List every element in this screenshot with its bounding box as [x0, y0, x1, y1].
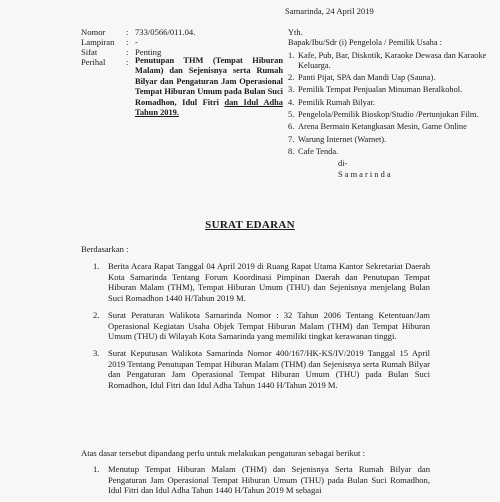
item-text: Warung Internet (Warnet).	[298, 134, 387, 144]
item-number: 5.	[288, 110, 295, 120]
list-item	[288, 147, 493, 157]
list-item	[93, 464, 430, 496]
header-label: Sifat	[81, 47, 98, 57]
item-number: 3.	[288, 85, 295, 95]
item-number: 6.	[288, 122, 295, 132]
item-text: Pemilik Rumah Bilyar.	[298, 97, 376, 107]
document-title: SURAT EDARAN	[205, 219, 295, 231]
basis-list	[93, 261, 430, 397]
action-list	[93, 464, 430, 502]
berdasarkan-label: Berdasarkan :	[81, 244, 129, 254]
item-number: 4.	[288, 97, 295, 107]
addressee-intro1: Yth.	[288, 28, 303, 37]
list-item	[93, 261, 430, 304]
list-item	[288, 85, 493, 95]
header-label: Perihal	[81, 57, 106, 67]
header-colon: :	[126, 27, 129, 37]
addressee-block	[288, 28, 493, 180]
item-text: Pemilik Tempat Penjualan Minuman Beralkohol.	[298, 85, 463, 95]
item-text: Arena Bermain Ketangkasan Mesin, Game Online	[298, 122, 467, 132]
list-item	[93, 310, 430, 342]
item-text: Berita Acara Rapat Tanggal 04 April 2019 di Ruang Rapat Utama Kantor Sekretariat Daerah Kota Samarinda Tentang Forum Koordinasi Pimpinan Daerah dan Penutupan Tempat Hiburan Malam (THM), Tempat Hiburan Umum (THU) dan Sejenisnya menjelang Bulan Suci Romadhon 1440 H/Tahun 2019 M.	[108, 261, 430, 304]
addressee-list	[288, 51, 493, 158]
item-text: Surat Peraturan Walikota Samarinda Nomor : 32 Tahun 2006 Tentang Ketentuan/Jam Operasional Kegiatan Usaha Objek Tempat Hiburan Malam (THM) dan Tempat Hiburan Umum (THU) di Wilayah Kota Samarinda yang memiliki tingkat kerawanan tinggi.	[108, 309, 430, 342]
atas-dasar-text: Atas dasar tersebut dipandang perlu untuk melakukan pengaturan sebagai berikut :	[81, 448, 365, 458]
header-colon: :	[126, 57, 129, 67]
header-value: 733/0566/011.04.	[135, 27, 196, 37]
list-item	[288, 73, 493, 83]
list-item	[288, 51, 493, 72]
addressee-intro2: Bapak/Ibu/Sdr (i) Pengelola / Pemilik Usaha :	[288, 38, 442, 48]
item-number: 8.	[288, 146, 295, 156]
list-item	[288, 98, 493, 108]
header-value: -	[135, 37, 138, 47]
item-text: Cafe Tenda.	[298, 146, 339, 156]
list-item	[288, 110, 493, 120]
perihal-text	[135, 56, 283, 118]
header-label: Lampiran	[81, 37, 115, 47]
header-value: Penting	[135, 47, 162, 57]
addressee-city: S a m a r i n d a	[338, 169, 391, 179]
item-number: 1.	[93, 261, 100, 271]
item-number: 3.	[93, 347, 100, 358]
addressee-di: di-	[338, 159, 348, 169]
item-number: 1.	[93, 464, 100, 474]
list-item	[288, 135, 493, 145]
item-number: 1.	[288, 50, 295, 60]
item-text: Surat Keputusan Walikota Samarinda Nomor 400/167/HK-KS/IV/2019 Tanggal 15 April 2019 Tentang Penutupan Tempat Hiburan Malam (THM) dan Sejenisnya serta Rumah Bilyar dan Pengaturan Jam Operasional Tempat Hiburan Umum (THU) pada Bulan Suci Romadhon, Idul Fitri dan Idul Adha Tahun 1440 H/Tahun 2019 M.	[108, 347, 430, 391]
item-text: Pengelola/Pemilik Bioskop/Studio /Pertunjukan Film.	[298, 110, 479, 120]
item-text: Panti Pijat, SPA dan Mandi Uap (Sauna).	[298, 73, 436, 83]
item-text: Menutup Tempat Hiburan Malam (THM) dan Sejenisnya Serta Rumah Bilyar dan Pengaturan Jam Operasional Tempat Hiburan Umum (THU) pada Bulan Suci Romadhon, Idul Fitri dan Idul Adha Tahun 1440 H/Tahun 2019 M sebagai	[108, 464, 430, 496]
header-colon: :	[126, 37, 129, 47]
list-item	[93, 348, 430, 391]
header-label: Nomor	[81, 27, 106, 37]
item-number: 2.	[93, 309, 100, 320]
list-item	[288, 122, 493, 132]
item-number: 7.	[288, 134, 295, 144]
perihal-main: Penutupan THM (Tempat Hiburan Malam) dan Sejenisnya serta Rumah Bilyar dan Pengaturan Jam Operasional Tempat Hiburan Umum pada Bulan Suci Romadhon, Idul Fitri	[135, 56, 283, 107]
perihal-underlined: dan Idul Adha Tahun 2019.	[135, 97, 283, 118]
letter-date: Samarinda, 24 April 2019	[285, 6, 374, 16]
header-colon: :	[126, 47, 129, 57]
item-number: 2.	[288, 73, 295, 83]
item-text: Kafe, Pub, Bar, Diskotik, Karaoke Dewasa dan Karaoke Keluarga.	[298, 50, 487, 70]
